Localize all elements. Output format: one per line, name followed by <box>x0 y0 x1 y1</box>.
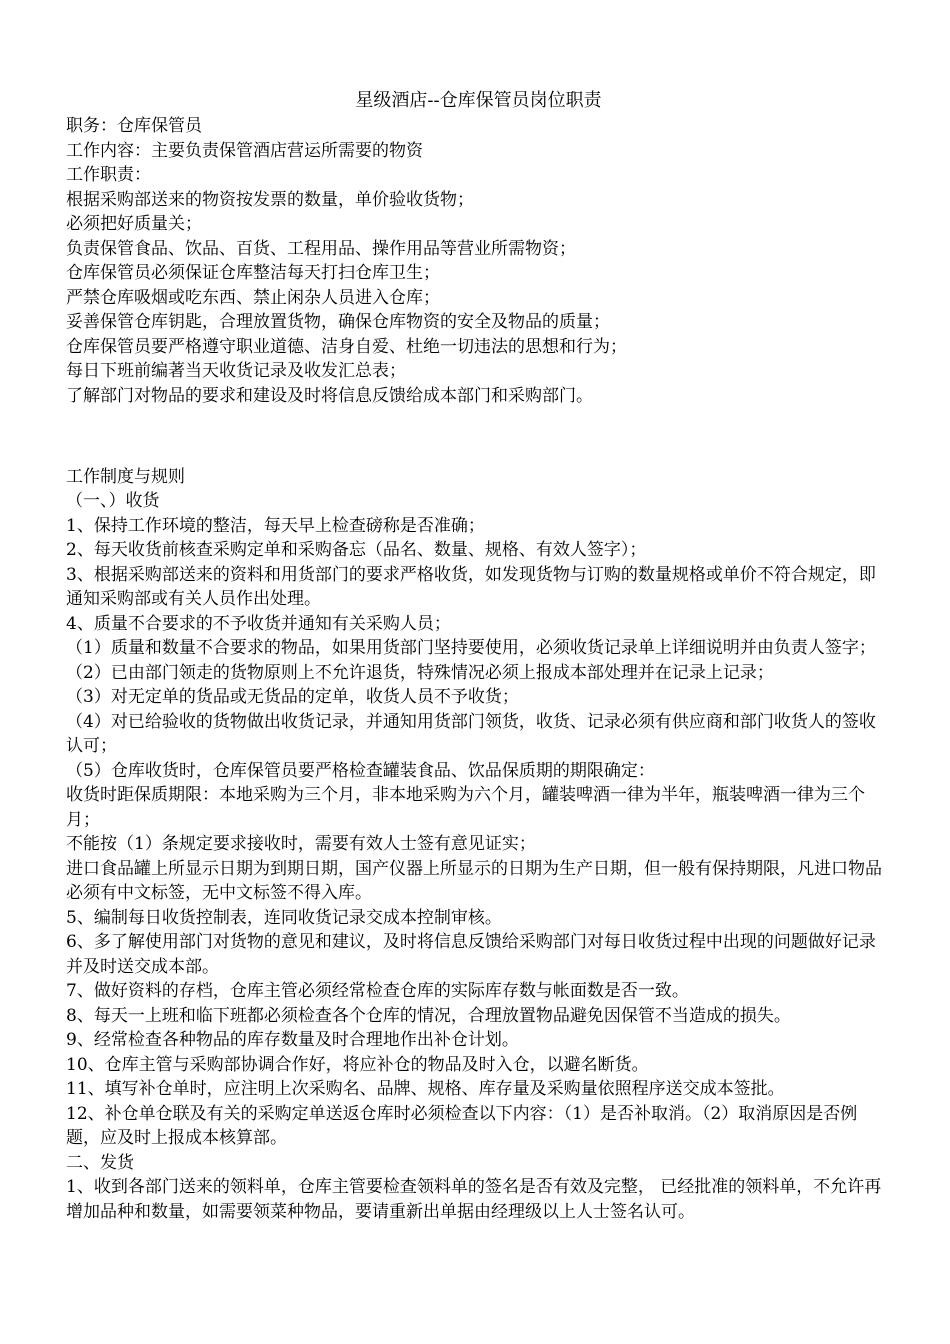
document-paragraph: 6、多了解使用部门对货物的意见和建议，及时将信息反馈给采购部门对每日收货过程中出现的问题做好记录并及时送交成本部。 <box>66 932 876 977</box>
document-paragraph: 收货时距保质期限：本地采购为三个月，非本地采购为六个月，罐装啤酒一律为半年，瓶装啤酒一律为三个月； <box>66 785 865 830</box>
document-paragraph: 负责保管食品、饮品、百货、工程用品、操作用品等营业所需物资； <box>66 238 576 259</box>
document-paragraph: 12、补仓单仓联及有关的采购定单送返仓库时必须检查以下内容：（1）是否补取消。（2）取消原因是否例题，应及时上报成本核算部。 <box>66 1103 858 1148</box>
document-paragraph: 仓库保管员必须保证仓库整洁每天打扫仓库卫生； <box>66 263 440 283</box>
document-paragraph: 了解部门对物品的要求和建设及时将信息反馈给成本部门和采购部门。 <box>66 385 593 406</box>
document-paragraph: 7、做好资料的存档，仓库主管必须经常检查仓库的实际库存数与帐面数是否一致。 <box>66 981 689 1001</box>
document-paragraph: 1、保持工作环境的整洁，每天早上检查磅称是否准确； <box>66 515 485 536</box>
document-paragraph: （4）对已给验收的货物做出收货记录，并通知用货部门领货，收货、记录必须有供应商和部门收货人的签收认可； <box>66 711 876 756</box>
document-paragraph: 9、经常检查各种物品的库存数量及时合理地作出补仓计划。 <box>66 1030 519 1050</box>
document-paragraph: 2、每天收货前核查采购定单和采购备忘（品名、数量、规格、有效人签字）； <box>66 540 647 560</box>
document-paragraph: 11、填写补仓单时，应注明上次采购名、品牌、规格、库存量及采购量依照程序送交成本签批。 <box>66 1079 785 1099</box>
document-paragraph: （一、）收货 <box>66 491 160 511</box>
document-paragraph: （3）对无定单的货品或无货品的定单，收货人员不予收货； <box>66 687 519 707</box>
document-paragraph: 工作职责： <box>66 165 151 185</box>
document-paragraph: 5、编制每日收货控制表，连同收货记录交成本控制审核。 <box>66 907 502 928</box>
document-paragraph: （2）已由部门领走的货物原则上不允许退货，特殊情况必须上报成本部处理并在记录上记录； <box>66 662 774 683</box>
document-paragraph: 妥善保管仓库钥匙，合理放置货物，确保仓库物资的安全及物品的质量； <box>66 312 610 332</box>
document-paragraph: 仓库保管员要严格遵守职业道德、洁身自爱、杜绝一切违法的思想和行为； <box>66 336 627 357</box>
document-title: 星级酒店--仓库保管员岗位职责 <box>355 90 602 111</box>
document-body <box>66 114 891 1224</box>
document-paragraph: 严禁仓库吸烟或吃东西、禁止闲杂人员进入仓库； <box>66 287 440 308</box>
document-paragraph: 1、收到各部门送来的领料单，仓库主管要检查领料单的签名是否有效及完整， 已经批准的领料单，不允许再增加品种和数量，如需要领菜种物品，要请重新出单据由经理级以上人士签名认可。 <box>66 1177 882 1222</box>
document-paragraph: 每日下班前编著当天收货记录及收发汇总表； <box>66 361 406 381</box>
document-paragraph: 必须把好质量关； <box>66 214 202 234</box>
document-paragraph: 职务：仓库保管员 <box>66 116 202 136</box>
blank-line <box>66 424 891 449</box>
document-paragraph: 工作制度与规则 <box>66 466 185 487</box>
document-paragraph: 二、发货 <box>66 1152 134 1173</box>
document-paragraph: 3、根据采购部送来的资料和用货部门的要求严格收货，如发现货物与订购的数量规格或单价不符合规定，即通知采购部或有关人员作出处理。 <box>66 564 876 609</box>
document-paragraph: 8、每天一上班和临下班都必须检查各个仓库的情况，合理放置物品避免因保管不当造成的损失。 <box>66 1005 791 1026</box>
document-paragraph: 不能按（1）条规定要求接收时，需要有效人士签有意见证实； <box>66 834 536 854</box>
document-paragraph: 4、质量不合要求的不予收货并通知有关采购人员； <box>66 613 451 634</box>
document-page <box>66 90 891 1224</box>
document-paragraph: 工作内容：主要负责保管酒店营运所需要的物资 <box>66 140 423 161</box>
document-paragraph: （5）仓库收货时，仓库保管员要严格检查罐装食品、饮品保质期的期限确定： <box>66 760 655 781</box>
document-paragraph: 10、仓库主管与采购部协调合作好，将应补仓的物品及时入仓，以避名断货。 <box>66 1054 649 1075</box>
document-paragraph: 进口食品罐上所显示日期为到期日期，国产仪器上所显示的日期为生产日期，但一般有保持期限，凡进口物品必须有中文标签，无中文标签不得入库。 <box>66 858 882 903</box>
document-paragraph: 根据采购部送来的物资按发票的数量，单价验收货物； <box>66 189 474 210</box>
document-paragraph: （1）质量和数量不合要求的物品，如果用货部门坚持要使用，必须收货记录单上详细说明并由负责人签字； <box>66 638 876 658</box>
